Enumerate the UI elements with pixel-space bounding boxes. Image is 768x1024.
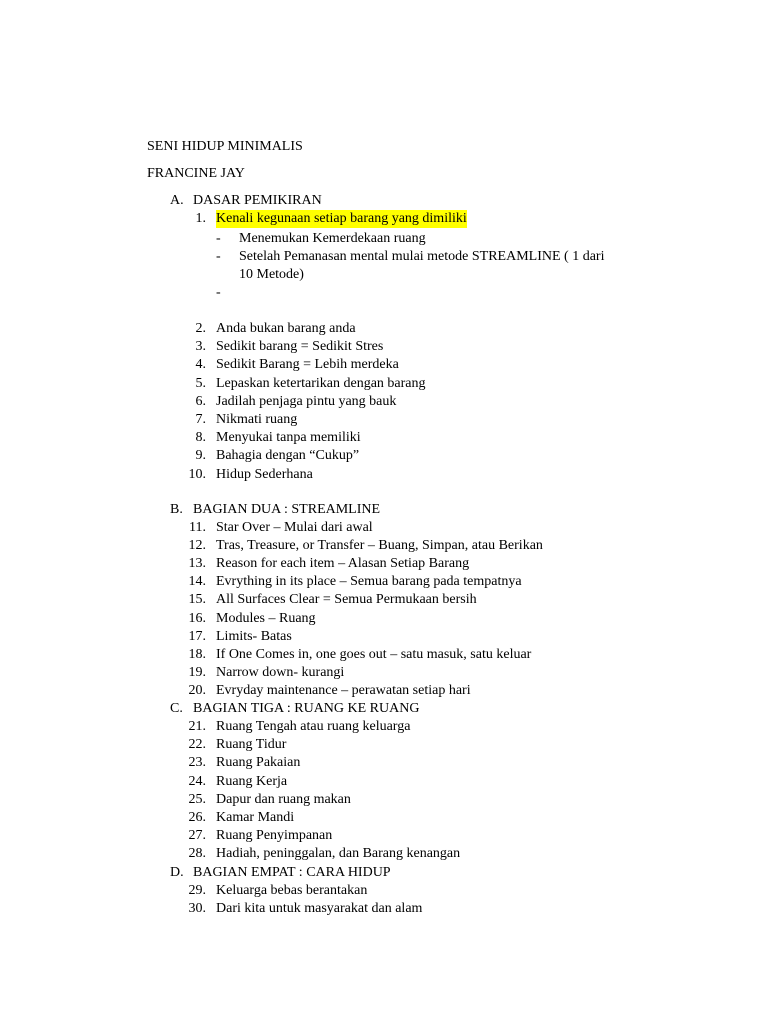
item-number: 14. — [188, 574, 206, 590]
list-item: Tras, Treasure, or Transfer – Buang, Simpan, atau Berikan — [216, 538, 543, 554]
item-number: 16. — [188, 610, 206, 626]
item-number: 5. — [195, 375, 206, 391]
section-letter: A. — [170, 193, 184, 208]
list-item: Menyukai tanpa memiliki — [216, 430, 361, 446]
item-number: 27. — [188, 828, 206, 844]
list-item: Hidup Sederhana — [216, 466, 313, 482]
item-number: 21. — [188, 719, 206, 734]
item-number: 23. — [188, 755, 206, 771]
list-item: All Surfaces Clear = Semua Permukaan bersih — [216, 592, 477, 608]
list-item: Keluarga bebas berantakan — [216, 883, 368, 898]
item-number: 8. — [195, 430, 206, 446]
item-number: 6. — [195, 393, 206, 409]
list-item: Ruang Pakaian — [216, 755, 301, 771]
item-number: 22. — [188, 737, 206, 753]
item-number: 17. — [188, 628, 206, 644]
list-item: Kamar Mandi — [216, 810, 295, 825]
item-number: 1. — [195, 211, 206, 226]
item-number: 18. — [188, 646, 206, 662]
item-number: 20. — [188, 682, 206, 698]
sub-bullet-continuation: 10 Metode) — [239, 267, 304, 282]
list-item: Ruang Penyimpanan — [216, 828, 333, 844]
section-letter: B. — [170, 502, 183, 517]
item-number: 19. — [188, 664, 206, 680]
list-item: Evrything in its place – Semua barang pada tempatnya — [216, 574, 522, 590]
section-heading: BAGIAN TIGA : RUANG KE RUANG — [193, 701, 420, 716]
list-item: Dari kita untuk masyarakat dan alam — [216, 901, 423, 917]
list-item: Dapur dan ruang makan — [216, 791, 351, 807]
list-item: Ruang Tidur — [216, 737, 287, 753]
item-number: 28. — [188, 846, 206, 862]
list-item: If One Comes in, one goes out – satu masuk, satu keluar — [216, 646, 532, 662]
list-item: Evryday maintenance – perawatan setiap hari — [216, 682, 471, 698]
section-letter: C. — [170, 701, 183, 716]
list-item: Ruang Kerja — [216, 773, 288, 789]
list-item: Star Over – Mulai dari awal — [216, 520, 373, 535]
list-item: Lepaskan ketertarikan dengan barang — [216, 375, 426, 391]
document-author: FRANCINE JAY — [147, 166, 245, 181]
item-number: 11. — [189, 520, 206, 535]
item-number: 9. — [195, 448, 206, 464]
item-number: 7. — [195, 412, 206, 427]
section-heading: BAGIAN EMPAT : CARA HIDUP — [193, 865, 391, 880]
section-letter: D. — [170, 865, 184, 880]
list-item: Sedikit barang = Sedikit Stres — [216, 339, 384, 355]
item-number: 25. — [188, 791, 206, 807]
item-number: 12. — [188, 538, 206, 554]
section-heading: BAGIAN DUA : STREAMLINE — [193, 502, 381, 517]
item-number: 3. — [195, 339, 206, 355]
list-item: Ruang Tengah atau ruang keluarga — [216, 719, 411, 734]
bullet-dash: - — [216, 231, 221, 246]
list-item: Reason for each item – Alasan Setiap Barang — [216, 556, 470, 572]
section-heading: DASAR PEMIKIRAN — [193, 193, 322, 208]
bullet-dash: - — [216, 285, 221, 300]
list-item: Sedikit Barang = Lebih merdeka — [216, 357, 399, 373]
list-item: Nikmati ruang — [216, 412, 298, 427]
highlighted-list-item: Kenali kegunaan setiap barang yang dimiliki — [216, 211, 467, 226]
item-number: 13. — [188, 556, 206, 572]
item-number: 2. — [195, 321, 206, 336]
bullet-dash: - — [216, 249, 221, 264]
item-number: 30. — [188, 901, 206, 917]
item-number: 29. — [188, 883, 206, 898]
list-item: Anda bukan barang anda — [216, 321, 356, 336]
item-number: 24. — [188, 773, 206, 789]
document-title: SENI HIDUP MINIMALIS — [147, 139, 303, 154]
item-number: 4. — [195, 357, 206, 373]
item-number: 10. — [188, 466, 206, 482]
list-item: Bahagia dengan “Cukup” — [216, 448, 360, 464]
list-item: Hadiah, peninggalan, dan Barang kenangan — [216, 846, 461, 862]
item-number: 15. — [188, 592, 206, 608]
item-number: 26. — [188, 810, 206, 825]
list-item: Narrow down- kurangi — [216, 664, 345, 680]
sub-bullet: Menemukan Kemerdekaan ruang — [239, 231, 426, 246]
list-item: Jadilah penjaga pintu yang bauk — [216, 393, 397, 409]
list-item: Modules – Ruang — [216, 610, 316, 626]
list-item: Limits- Batas — [216, 628, 292, 644]
sub-bullet: Setelah Pemanasan mental mulai metode STREAMLINE ( 1 dari — [239, 249, 605, 264]
